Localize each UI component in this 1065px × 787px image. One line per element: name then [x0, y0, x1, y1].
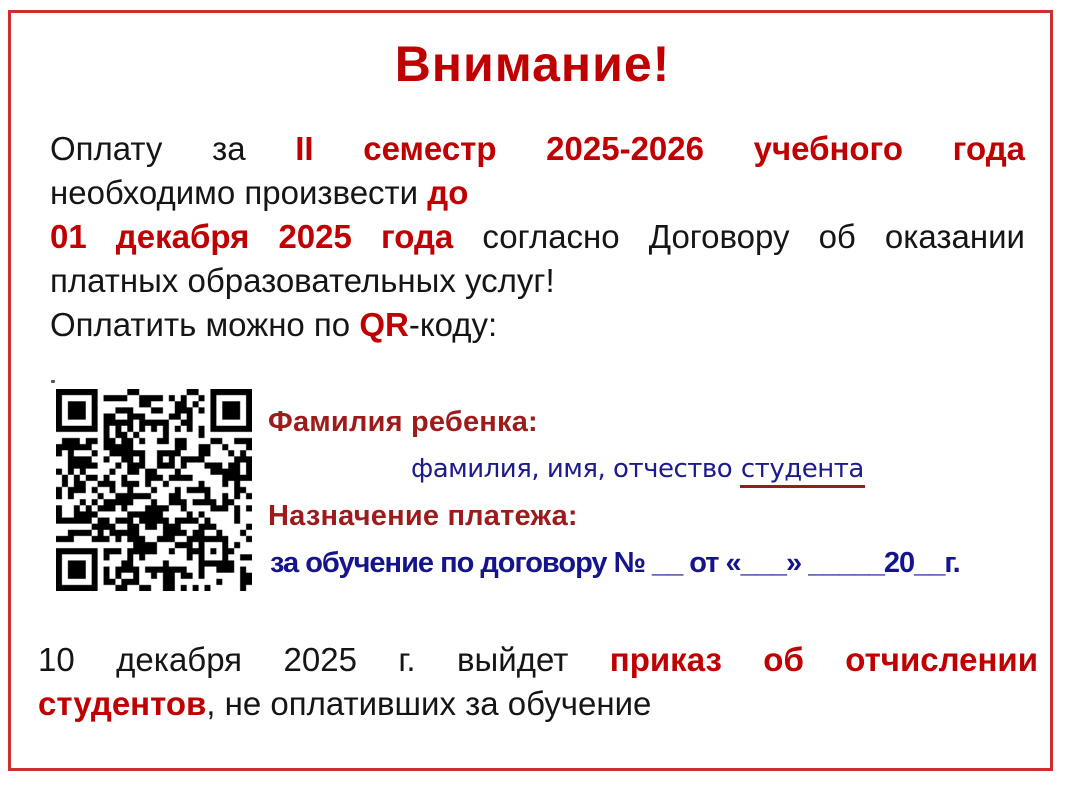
closing-line-2 — [38, 682, 1038, 726]
intro-line-4 — [50, 259, 1025, 303]
fio-hint — [411, 454, 865, 484]
intro-line-4-black: платных образовательных услуг! — [50, 262, 555, 299]
intro-line-2-red: до — [427, 174, 469, 211]
closing-paragraph — [38, 638, 1038, 726]
closing-line-2-red: студентов — [38, 685, 207, 722]
intro-line-2-black: необходимо произвести — [50, 174, 419, 211]
intro-line-1 — [50, 127, 1025, 171]
intro-line-5-black1: Оплатить можно по — [50, 306, 351, 343]
closing-line-1 — [38, 638, 1038, 682]
page-title: Внимание! — [394, 36, 671, 92]
fio-hint-text: фамилия, имя, отчество — [411, 454, 733, 484]
child-name-label: Фамилия ребенка: — [268, 406, 538, 438]
intro-line-3 — [50, 215, 1025, 259]
intro-line-2 — [50, 171, 1025, 215]
closing-line-2-black: , не оплативших за обучение — [206, 685, 652, 722]
intro-line-3-black: согласно Договору об оказании — [482, 218, 1025, 255]
intro-line-5-red: QR — [359, 306, 409, 343]
intro-line-1-red: II семестр 2025-2026 учебного года — [295, 130, 1026, 167]
intro-line-5 — [50, 303, 1025, 347]
intro-line-3-red: 01 декабря 2025 года — [50, 218, 454, 255]
intro-paragraph — [50, 127, 1025, 347]
fio-hint-underlined: студента — [740, 454, 865, 488]
intro-line-1-black: Оплату за — [50, 130, 246, 167]
intro-line-5-black2: -коду: — [408, 306, 498, 343]
closing-line-1-black: 10 декабря 2025 г. выйдет — [38, 641, 569, 678]
payment-purpose-label: Назначение платежа: — [268, 500, 578, 532]
stray-dot — [51, 380, 55, 383]
qr-code — [56, 389, 252, 591]
closing-line-1-red: приказ об отчислении — [609, 641, 1038, 678]
payment-details-line: за обучение по договору № __ от «___» _____20__г. — [270, 547, 960, 579]
